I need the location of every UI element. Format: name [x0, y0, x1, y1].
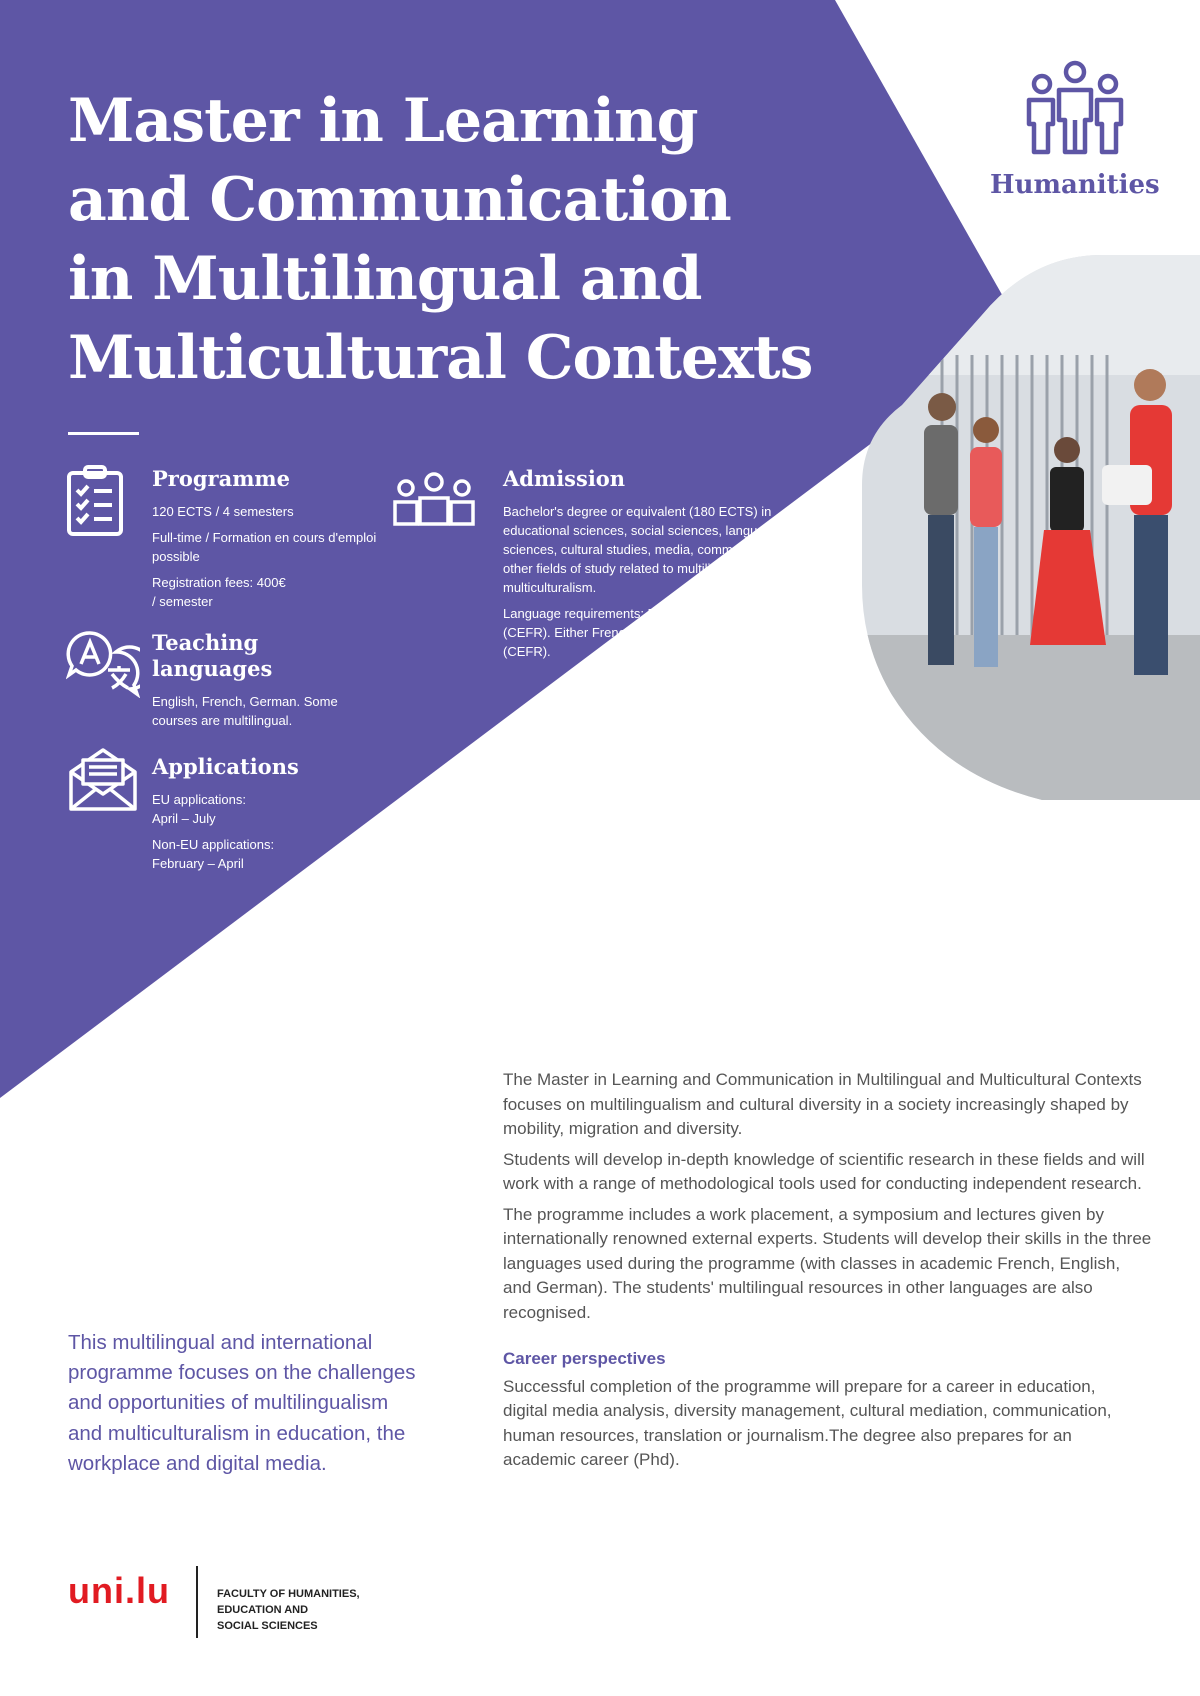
applications-line: EU applications: April – July: [152, 792, 246, 826]
admission-line: Bachelor's degree or equivalent (180 ECTS) in educational sciences, social sciences, language sciences, cultural studies, media, communication or other fields of study related to multilingualism and multiculturalism.: [503, 504, 800, 595]
programme-line: Registration fees: 400€ / semester: [152, 575, 286, 609]
admission-line: Language requirements: English C1 (CEFR). Either French and/or German B2 (CEFR).: [503, 606, 743, 659]
students-photo: [862, 255, 1200, 800]
description-paragraph: The programme includes a work placement, a symposium and lectures given by internationally renowned external experts. Students will develop their skills in the three languages used during the programme (with classes in academic French, English, and German). The students' multilingual resources in other languages are also recognised.: [503, 1204, 1152, 1322]
people-group-icon: [1025, 60, 1125, 156]
programme-heading: Programme: [152, 466, 291, 491]
faculty-line: SOCIAL SCIENCES: [217, 1620, 318, 1632]
checklist-icon: [66, 465, 124, 537]
translate-icon: [66, 630, 140, 698]
logo-divider: [196, 1566, 198, 1638]
faculty-line: EDUCATION AND: [217, 1604, 309, 1616]
envelope-icon: [68, 746, 138, 812]
faculty-name: [217, 1586, 360, 1634]
programme-line: Full-time / Formation en cours d'emploi possible: [152, 530, 377, 564]
applications-line: Non-EU applications: February – April: [152, 837, 275, 871]
admission-section: [503, 466, 833, 668]
programme-line: 120 ECTS / 4 semesters: [152, 504, 294, 519]
applications-heading: Applications: [152, 754, 299, 779]
teaching-languages-section: [152, 630, 382, 737]
page-title: [68, 82, 828, 398]
applications-section: [152, 754, 332, 880]
title-line: Multicultural Contexts: [68, 323, 813, 393]
title-line: Master in Learning: [68, 86, 698, 156]
teaching-languages-heading: Teaching languages: [152, 630, 273, 681]
uni-lu-logo: [68, 1570, 170, 1612]
career-text: Successful completion of the programme will prepare for a career in education, digital media analysis, diversity management, cultural mediation, communication, human resources, translation or journalism.The degree also prepares for an academic career (Phd).: [503, 1376, 1112, 1469]
description-paragraph: Students will develop in-depth knowledge of scientific research in these fields and will work with a range of methodological tools used for conducting independent research.: [503, 1149, 1145, 1193]
title-line: and Communication: [68, 165, 731, 235]
people-group-icon: [392, 472, 476, 526]
title-divider: [68, 432, 139, 435]
teaching-languages-line: English, French, German. Some courses are multilingual.: [152, 694, 338, 728]
pull-quote: This multilingual and international programme focuses on the challenges and opportunities of multilingualism and multiculturalism in education, the workplace and digital media.: [68, 1331, 416, 1475]
programme-description: [503, 1068, 1153, 1479]
logo-text: uni.lu: [68, 1570, 170, 1611]
description-paragraph: The Master in Learning and Communication in Multilingual and Multicultural Contexts focuses on multilingualism and cultural diversity in a society increasingly shaped by mobility, migration and diversity.: [503, 1070, 1142, 1138]
programme-section: [152, 466, 382, 618]
faculty-line: FACULTY OF HUMANITIES,: [217, 1588, 360, 1600]
career-heading: Career perspectives: [503, 1349, 666, 1368]
admission-heading: Admission: [503, 466, 626, 491]
title-line: in Multilingual and: [68, 244, 702, 314]
category-label: Humanities: [990, 170, 1160, 200]
